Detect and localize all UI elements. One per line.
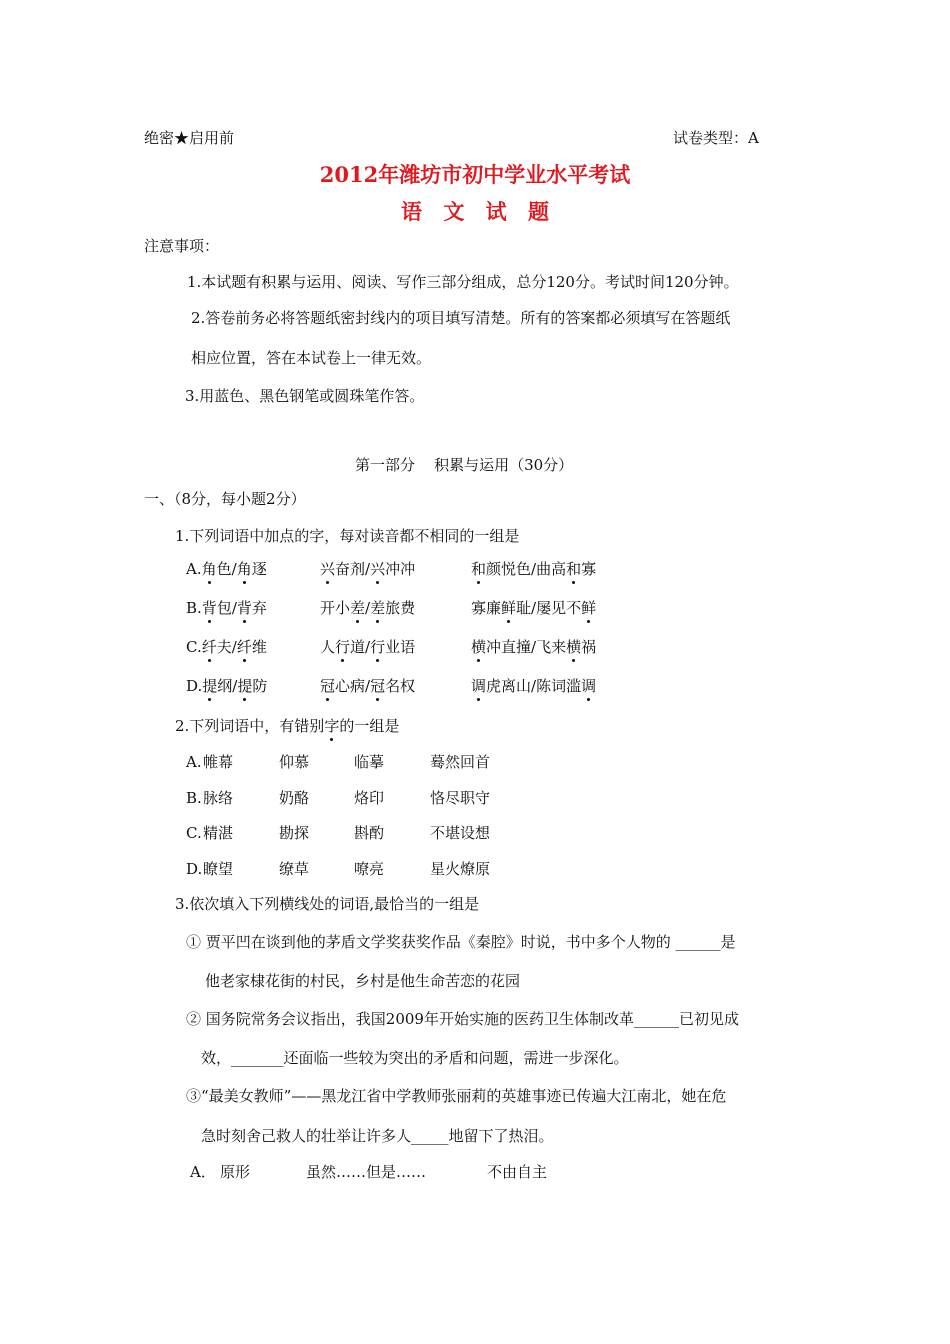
emphasis-char: 背	[201, 599, 217, 617]
q3-sentence-1: ① 贾平凹在谈到他的茅盾文学奖获奖作品《秦腔》时说，书中多个人物的 ______是	[186, 933, 736, 951]
paper-type-label: 试卷类型：A	[673, 129, 759, 147]
secret-label: 绝密★启用前	[144, 129, 235, 147]
notice-item-2-cont: 相应位置，答在本试卷上一律无效。	[191, 349, 432, 367]
exam-subtitle: 语 文 试 题	[401, 199, 549, 224]
emphasis-char: 横	[566, 638, 582, 656]
emphasis-char: 纤	[236, 638, 252, 656]
emphasis-char: 和	[471, 560, 487, 578]
emphasis-char: 鲜	[581, 599, 597, 617]
emphasis-char: 调	[581, 677, 597, 695]
emphasis-char: 鲜	[501, 599, 517, 617]
emphasis-char: 提	[202, 677, 218, 695]
emphasis-char: 字	[324, 717, 340, 735]
emphasis-char: 兴	[320, 560, 336, 578]
q2-stem: 2.下列词语中，有错别字的一组是	[175, 717, 400, 735]
emphasis-char: 差	[350, 599, 366, 617]
q3-sentence-3-cont: 急时刻舍己救人的壮举让许多人_____地留下了热泪。	[201, 1127, 554, 1145]
notice-heading: 注意事项：	[144, 237, 220, 255]
emphasis-char: 调	[471, 677, 487, 695]
emphasis-char: 冠	[320, 677, 336, 695]
emphasis-char: 行	[370, 638, 386, 656]
q3-sentence-3: ③“最美女教师”——黑龙江省中学教师张丽莉的英雄事迹已传遍大江南北，她在危	[186, 1087, 727, 1105]
emphasis-char: 角	[236, 560, 252, 578]
notice-item-1: 1.本试题有积累与运用、阅读、写作三部分组成，总分120分。考试时间120分钟。	[187, 273, 739, 291]
emphasis-char: 背	[236, 599, 252, 617]
emphasis-char: 差	[370, 599, 386, 617]
emphasis-char: 纤	[201, 638, 217, 656]
emphasis-char: 角	[201, 560, 217, 578]
emphasis-char: 兴	[370, 560, 386, 578]
q3-sentence-2-cont: 效，_______还面临一些较为突出的矛盾和问题，需进一步深化。	[201, 1049, 629, 1067]
emphasis-char: 横	[471, 638, 487, 656]
q3-sentence-1-cont: 他老家棣花街的村民，乡村是他生命苦恋的花园	[205, 972, 521, 990]
emphasis-char: 冠	[370, 677, 386, 695]
emphasis-char: 行	[335, 638, 351, 656]
exam-title: 2012年潍坊市初中学业水平考试	[319, 162, 631, 187]
q3-stem: 3.依次填入下列横线处的词语,最恰当的一组是	[175, 895, 480, 913]
part1-heading: 第一部分 积累与运用（30分）	[355, 456, 574, 474]
notice-item-2: 2.答卷前务必将答题纸密封线内的项目填写清楚。所有的答案都必须填写在答题纸	[191, 309, 731, 327]
emphasis-char: 和	[566, 560, 582, 578]
q1-stem: 1.下列词语中加点的字，每对读音都不相同的一组是	[175, 527, 520, 545]
q3-sentence-2: ② 国务院常务会议指出，我国2009年开始实施的医药卫生体制改革______已初见成	[186, 1010, 739, 1028]
notice-item-3: 3.用蓝色、黑色钢笔或圆珠笔作答。	[185, 387, 425, 405]
emphasis-char: 提	[237, 677, 253, 695]
section1-heading: 一、（8分，每小题2分）	[144, 490, 306, 508]
